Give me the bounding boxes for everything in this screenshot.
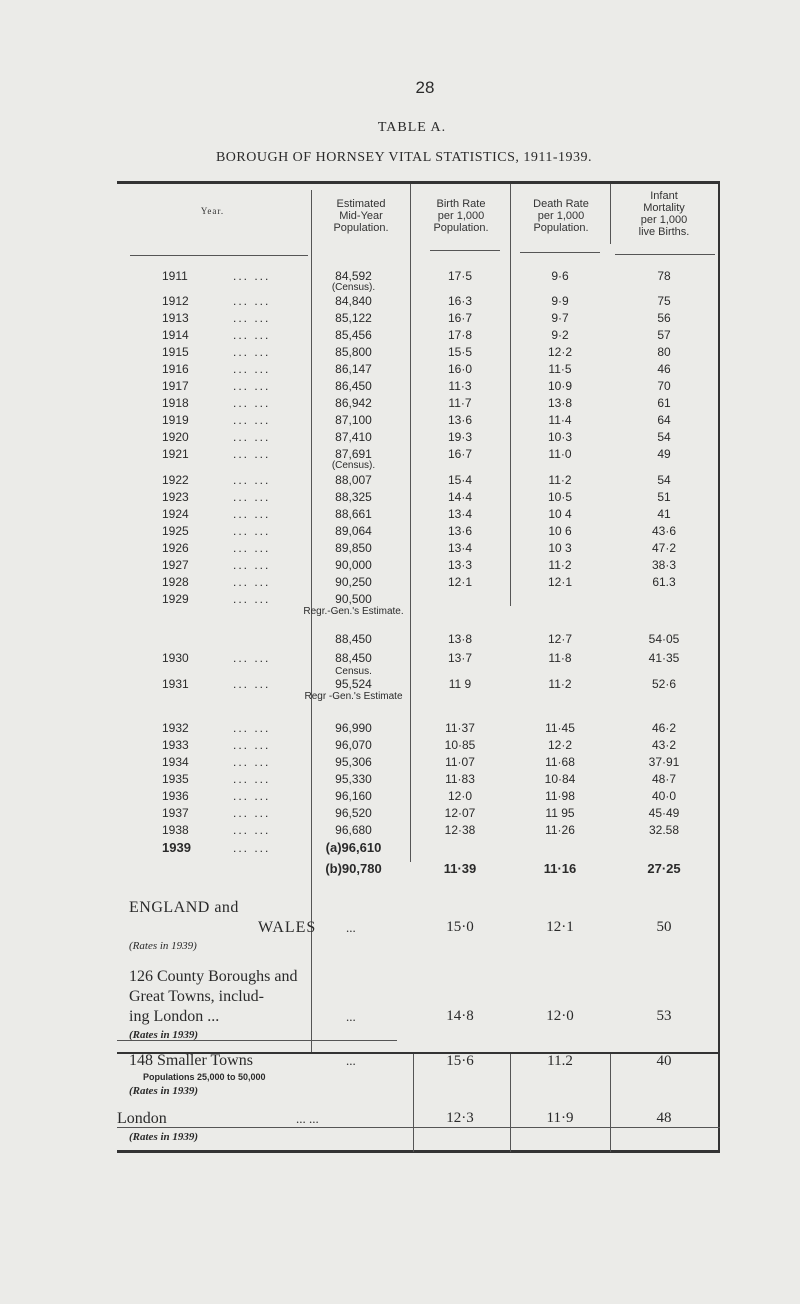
leader-dots: ... ... — [233, 379, 271, 393]
leader-dots: ... ... — [233, 755, 271, 769]
birth-rate-cell: 12·38 — [444, 823, 476, 837]
table-row — [0, 631, 800, 647]
birth-rate-cell: 11·07 — [445, 755, 475, 769]
population-cell: 85,122 — [335, 311, 372, 325]
birth-rate-cell: 13·3 — [447, 558, 473, 572]
population-cell: 87,100 — [335, 413, 372, 427]
leader-dots: ... ... — [233, 430, 271, 444]
birth-rate-cell: 19·3 — [447, 430, 473, 444]
birth-rate-cell: 16·3 — [447, 294, 473, 308]
birth-rate-cell: 16·0 — [447, 362, 473, 376]
year-cell: 1938 — [162, 823, 189, 837]
leader-dots: ... — [346, 1053, 356, 1068]
death-rate-cell: 12·2 — [547, 738, 573, 752]
population-cell: 90,500 — [335, 592, 372, 606]
death-rate-cell: 9·9 — [551, 294, 569, 308]
table-row — [0, 506, 800, 522]
population-note: Regr -Gen.'s Estimate — [304, 691, 403, 702]
year-cell: 1931 — [162, 677, 189, 691]
page-number: 28 — [415, 78, 435, 97]
death-rate-cell: 11·0 — [548, 447, 572, 461]
death-rate-cell: 11·45 — [545, 721, 575, 735]
infant-mortality-cell: 70 — [657, 379, 671, 393]
birth-rate-cell: 11·37 — [445, 721, 475, 735]
table-row — [0, 754, 800, 770]
table-row — [0, 268, 800, 284]
death-rate-cell: 10·9 — [547, 379, 573, 393]
table-row — [0, 472, 800, 488]
leader-dots: ... ... — [233, 651, 271, 665]
birth-rate-cell: 12·1 — [447, 575, 473, 589]
table-row — [0, 378, 800, 394]
year-cell: 1937 — [162, 806, 189, 820]
death-rate-cell: 9·7 — [551, 311, 569, 325]
population-cell: 96,160 — [335, 789, 372, 803]
death-rate-cell: 11·16 — [543, 861, 577, 876]
death-rate-cell: 12·7 — [547, 632, 573, 646]
population-cell: 88,325 — [335, 490, 372, 504]
table-row — [0, 737, 800, 753]
year-cell: 1924 — [162, 507, 189, 521]
infant-mortality-cell: 57 — [657, 328, 671, 342]
infant-mortality-cell: 61 — [657, 396, 671, 410]
death-rate-cell: 12·1 — [546, 919, 574, 935]
death-rate-cell: 12·1 — [547, 575, 573, 589]
birth-rate-cell: 13·8 — [447, 632, 473, 646]
birth-rate-cell: 17·5 — [447, 269, 473, 283]
table-row — [0, 676, 800, 692]
population-note: (Census). — [331, 460, 376, 471]
birth-rate-cell: 12·07 — [444, 806, 476, 820]
infant-mortality-cell: 80 — [657, 345, 671, 359]
birth-rate-cell: 10·85 — [444, 738, 476, 752]
infant-mortality-cell: 51 — [657, 490, 671, 504]
table-row — [0, 327, 800, 343]
leader-dots: ... ... — [233, 294, 271, 308]
death-rate-cell: 11·26 — [545, 823, 575, 837]
year-cell: 1921 — [162, 447, 189, 461]
death-rate-cell: 10·3 — [547, 430, 573, 444]
population-cell: 85,800 — [335, 345, 372, 359]
death-rate-cell: 11 95 — [545, 806, 575, 820]
infant-mortality-cell: 37·91 — [648, 755, 680, 769]
leader-dots: ... ... — [233, 490, 271, 504]
table-row — [0, 429, 800, 445]
birth-rate-cell: 12·0 — [447, 789, 473, 803]
year-cell: 1913 — [162, 311, 189, 325]
population-cell: 90,000 — [335, 558, 372, 572]
infant-mortality-cell: 43·6 — [651, 524, 677, 538]
population-cell: 84,592 — [335, 269, 372, 283]
year-cell: 1939 — [162, 840, 191, 855]
population-cell: 88,450 — [335, 632, 372, 646]
leader-dots: ... ... — [233, 311, 271, 325]
year-cell: 1917 — [162, 379, 189, 393]
population-cell: 95,306 — [335, 755, 372, 769]
summary-rates-note: (Rates in 1939) — [129, 940, 197, 952]
year-cell: 1925 — [162, 524, 189, 538]
header-death-rate: Death Rate per 1,000 Population. — [533, 198, 589, 234]
birth-rate-cell: 11 9 — [448, 677, 472, 691]
leader-dots: ... ... — [233, 575, 271, 589]
header-rule — [615, 254, 715, 255]
birth-rate-cell: 15·6 — [446, 1053, 474, 1069]
population-cell: (b)90,780 — [325, 861, 382, 876]
infant-mortality-cell: 47·2 — [651, 541, 677, 555]
population-range-note: Populations 25,000 to 50,000 — [143, 1072, 266, 1082]
leader-dots: ... ... — [233, 558, 271, 572]
infant-mortality-cell: 78 — [657, 269, 671, 283]
birth-rate-cell: 17·8 — [447, 328, 473, 342]
summary-rates-note: (Rates in 1939) — [129, 1085, 199, 1097]
infant-mortality-cell: 41 — [657, 507, 671, 521]
leader-dots: ... ... — [233, 524, 271, 538]
leader-dots: ... — [346, 920, 356, 935]
birth-rate-cell: 13·4 — [447, 507, 473, 521]
population-cell: 88,661 — [335, 507, 372, 521]
death-rate-cell: 12·0 — [546, 1008, 574, 1024]
infant-mortality-cell: 50 — [656, 919, 672, 935]
leader-dots: ... ... — [233, 541, 271, 555]
infant-mortality-cell: 54 — [657, 430, 671, 444]
summary-label: Great Towns, includ- — [129, 988, 264, 1005]
table-row — [0, 489, 800, 505]
death-rate-cell: 11.2 — [547, 1053, 573, 1069]
population-cell: 87,410 — [335, 430, 372, 444]
table-row — [0, 771, 800, 787]
column-divider — [610, 1052, 611, 1152]
leader-dots: ... ... — [233, 823, 271, 837]
year-cell: 1915 — [162, 345, 189, 359]
population-cell: 96,680 — [335, 823, 372, 837]
table-row — [0, 861, 800, 877]
leader-dots: ... ... — [233, 328, 271, 342]
summary-label: ing London ... — [129, 1008, 220, 1025]
table-title: TABLE A. — [377, 120, 447, 135]
year-cell: 1927 — [162, 558, 189, 572]
table-row — [0, 822, 800, 838]
leader-dots: ... ... — [233, 738, 271, 752]
infant-mortality-cell: 52·6 — [651, 677, 677, 691]
year-cell: 1930 — [162, 651, 189, 665]
birth-rate-cell: 13·6 — [447, 413, 473, 427]
population-cell: 87,691 — [335, 447, 372, 461]
population-cell: 96,990 — [335, 721, 372, 735]
leader-dots: ... ... — [233, 806, 271, 820]
table-row — [0, 395, 800, 411]
population-cell: 88,007 — [335, 473, 372, 487]
population-cell: 90,250 — [335, 575, 372, 589]
death-rate-cell: 11·4 — [548, 413, 572, 427]
summary-rates-note: (Rates in 1939) — [129, 1131, 199, 1143]
header-rule — [130, 255, 308, 256]
header-infant-mortality: Infant Mortality per 1,000 live Births. — [638, 190, 690, 238]
birth-rate-cell: 15·0 — [446, 919, 474, 935]
year-cell: 1936 — [162, 789, 189, 803]
birth-rate-cell: 16·7 — [447, 311, 473, 325]
death-rate-cell: 10 4 — [548, 507, 572, 521]
population-cell: 86,450 — [335, 379, 372, 393]
infant-mortality-cell: 75 — [657, 294, 671, 308]
infant-mortality-cell: 64 — [657, 413, 671, 427]
birth-rate-cell: 16·7 — [447, 447, 473, 461]
leader-dots: ... ... — [233, 772, 271, 786]
table-row — [0, 720, 800, 736]
summary-label: 148 Smaller Towns — [129, 1052, 253, 1069]
death-rate-cell: 10 3 — [548, 541, 572, 555]
birth-rate-cell: 13·4 — [447, 541, 473, 555]
population-cell: 84,840 — [335, 294, 372, 308]
death-rate-cell: 12·2 — [547, 345, 573, 359]
year-cell: 1912 — [162, 294, 189, 308]
infant-mortality-cell: 48·7 — [651, 772, 677, 786]
year-cell: 1929 — [162, 592, 189, 606]
table-row — [0, 361, 800, 377]
infant-mortality-cell: 43·2 — [651, 738, 677, 752]
infant-mortality-cell: 46 — [657, 362, 671, 376]
death-rate-cell: 11·2 — [548, 473, 572, 487]
summary-label: London — [117, 1110, 167, 1127]
year-cell: 1926 — [162, 541, 189, 555]
table-row — [0, 574, 800, 590]
birth-rate-cell: 11·83 — [445, 772, 475, 786]
death-rate-cell: 11·68 — [545, 755, 575, 769]
summary-label: 126 County Boroughs and — [129, 968, 298, 985]
infant-mortality-cell: 40 — [656, 1053, 672, 1069]
infant-mortality-cell: 53 — [656, 1008, 672, 1024]
birth-rate-cell: 15·5 — [447, 345, 473, 359]
infant-mortality-cell: 61.3 — [652, 575, 676, 589]
death-rate-cell: 13·8 — [547, 396, 573, 410]
year-cell: 1914 — [162, 328, 189, 342]
table-row — [0, 412, 800, 428]
table-row — [0, 293, 800, 309]
table-row — [0, 523, 800, 539]
year-cell: 1919 — [162, 413, 189, 427]
table-row — [0, 446, 800, 462]
column-divider — [610, 184, 611, 244]
infant-mortality-cell: 49 — [657, 447, 671, 461]
population-cell: 96,070 — [335, 738, 372, 752]
table-row — [0, 840, 800, 856]
table-row — [0, 344, 800, 360]
leader-dots: ... ... — [233, 396, 271, 410]
header-rule — [430, 250, 500, 251]
leader-dots: ... ... — [233, 721, 271, 735]
year-cell: 1922 — [162, 473, 189, 487]
infant-mortality-cell: 41·35 — [648, 651, 680, 665]
birth-rate-cell: 12·3 — [446, 1110, 474, 1126]
year-cell: 1916 — [162, 362, 189, 376]
death-rate-cell: 11·9 — [546, 1110, 574, 1126]
leader-dots: ... ... — [233, 677, 271, 691]
table-row — [0, 591, 800, 607]
population-cell: 86,147 — [335, 362, 372, 376]
birth-rate-cell: 11·39 — [443, 861, 477, 876]
summary-label: WALES — [258, 919, 317, 936]
infant-mortality-cell: 54 — [657, 473, 671, 487]
population-cell: (a)96,610 — [325, 840, 382, 855]
table-row — [0, 650, 800, 666]
table-row — [0, 310, 800, 326]
year-cell: 1928 — [162, 575, 189, 589]
leader-dots: ... ... — [233, 592, 271, 606]
death-rate-cell: 11·98 — [545, 789, 575, 803]
death-rate-cell: 11·8 — [548, 651, 572, 665]
death-rate-cell: 10·84 — [544, 772, 576, 786]
death-rate-cell: 11·2 — [548, 558, 572, 572]
leader-dots: ... ... — [233, 507, 271, 521]
birth-rate-cell: 14·4 — [447, 490, 473, 504]
death-rate-cell: 11·5 — [548, 362, 572, 376]
birth-rate-cell: 11·3 — [448, 379, 472, 393]
header-birth-rate: Birth Rate per 1,000 Population. — [433, 198, 489, 234]
leader-dots: ... ... — [233, 413, 271, 427]
year-cell: 1933 — [162, 738, 189, 752]
leader-dots: ... ... — [233, 789, 271, 803]
header-rule — [520, 252, 600, 253]
summary-rates-note: (Rates in 1939) — [129, 1029, 199, 1041]
birth-rate-cell: 11·7 — [448, 396, 472, 410]
leader-dots: ... ... — [233, 362, 271, 376]
header-population: Estimated Mid-Year Population. — [333, 198, 389, 234]
leader-dots: ... ... — [233, 473, 271, 487]
population-cell: 85,456 — [335, 328, 372, 342]
birth-rate-cell: 13·6 — [447, 524, 473, 538]
population-cell: 96,520 — [335, 806, 372, 820]
header-year: Year. — [200, 206, 225, 216]
leader-dots: ... ... — [233, 447, 271, 461]
infant-mortality-cell: 38·3 — [651, 558, 677, 572]
leader-dots: ... ... — [233, 269, 271, 283]
leader-dots: ... — [346, 1009, 356, 1024]
death-rate-cell: 10·5 — [547, 490, 573, 504]
table-row — [0, 788, 800, 804]
birth-rate-cell: 14·8 — [446, 1008, 474, 1024]
death-rate-cell: 11·2 — [548, 677, 572, 691]
infant-mortality-cell: 32.58 — [648, 823, 680, 837]
infant-mortality-cell: 46·2 — [651, 721, 677, 735]
infant-mortality-cell: 48 — [656, 1110, 672, 1126]
population-cell: 89,850 — [335, 541, 372, 555]
year-cell: 1932 — [162, 721, 189, 735]
table-row — [0, 557, 800, 573]
population-cell: 86,942 — [335, 396, 372, 410]
table-row — [0, 805, 800, 821]
population-cell: 95,330 — [335, 772, 372, 786]
year-cell: 1911 — [162, 269, 188, 283]
population-cell: 88,450 — [335, 651, 372, 665]
summary-label: ENGLAND and — [129, 899, 239, 916]
year-cell: 1920 — [162, 430, 189, 444]
column-divider — [510, 1052, 511, 1152]
leader-dots: ... ... — [296, 1111, 319, 1126]
birth-rate-cell: 15·4 — [447, 473, 473, 487]
infant-mortality-cell: 27·25 — [647, 861, 681, 876]
year-cell: 1923 — [162, 490, 189, 504]
leader-dots: ... ... — [233, 841, 271, 855]
infant-mortality-cell: 54·05 — [648, 632, 680, 646]
infant-mortality-cell: 56 — [657, 311, 671, 325]
table-subtitle: BOROUGH OF HORNSEY VITAL STATISTICS, 1911-1939. — [215, 150, 593, 165]
infant-mortality-cell: 45·49 — [648, 806, 680, 820]
population-note: Regr.-Gen.'s Estimate. — [303, 606, 404, 617]
year-cell: 1918 — [162, 396, 189, 410]
population-cell: 95,524 — [335, 677, 372, 691]
population-cell: 89,064 — [335, 524, 372, 538]
population-note: (Census). — [331, 282, 376, 293]
table-row — [0, 540, 800, 556]
year-cell: 1935 — [162, 772, 189, 786]
year-cell: 1934 — [162, 755, 189, 769]
death-rate-cell: 10 6 — [548, 524, 572, 538]
infant-mortality-cell: 40·0 — [651, 789, 677, 803]
death-rate-cell: 9·2 — [551, 328, 569, 342]
birth-rate-cell: 13·7 — [447, 651, 473, 665]
death-rate-cell: 9·6 — [551, 269, 569, 283]
population-note: Census. — [335, 666, 372, 677]
leader-dots: ... ... — [233, 345, 271, 359]
